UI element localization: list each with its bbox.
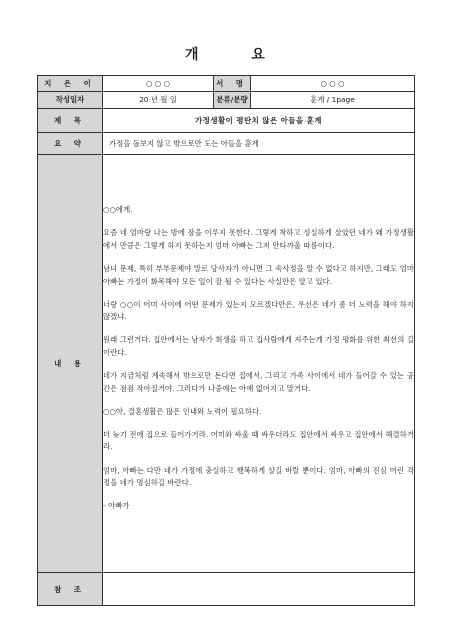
reference-row [38, 573, 415, 606]
category-label: 분류/분량 [214, 92, 251, 108]
content-signoff: - 아빠가 [103, 501, 130, 511]
content-paragraph: 엄마, 아빠는 다만 네가 가정에 충실하고 행복하게 살길 바랄 뿐이다. 엄마, 아빠의 진심 어린 걱정을 네가 명심하길 바란다. [103, 465, 414, 488]
content-label: 내 용 [38, 155, 103, 573]
content-body [103, 155, 415, 573]
author-value: ○ ○ ○ [103, 76, 214, 92]
summary-row [38, 133, 415, 155]
subject-value: 가정생활이 평탄치 않은 아들을 훈계 [103, 108, 415, 133]
content-paragraph: 더 늦기 전에 집으로 들어가거라. 어미와 싸울 때 싸우더라도 집안에서 싸우고 집안에서 해결하거라. [103, 429, 414, 452]
content-paragraph: ○○아, 결혼생활은 많은 인내와 노력이 필요하다. [103, 406, 262, 416]
outline-form [37, 75, 415, 606]
reference-value [103, 573, 415, 606]
date-row [38, 92, 415, 108]
category-value: 훈계 / 1page [251, 92, 415, 108]
signature-label: 서 명 [214, 76, 251, 92]
content-paragraph: 요즘 네 엄마랑 나는 밤에 잠을 이루지 못한다. 그렇게 착하고 성실하게 살았던 네가 왜 가정생활에서 만큼은 그렇게 하지 못하는지 엄마 아빠는 그저 안타까울 따름이다. [103, 228, 414, 250]
summary-label: 요 약 [38, 133, 103, 155]
content-paragraph: 네가 지금처럼 계속해서 밖으로만 돈다면 집에서, 그리고 가족 사이에서 네가 들어갈 수 있는 공간은 점점 작아질거야. 그러다가 나중에는 아예 없어지고 말거다. [103, 371, 414, 393]
subject-label: 제 목 [38, 108, 103, 133]
date-label: 작성일자 [38, 92, 103, 108]
author-row [38, 76, 415, 92]
subject-row [38, 108, 415, 133]
date-value: 20 년 월 일 [103, 92, 214, 108]
content-paragraph: 원래 그런거다. 집안에서는 남자가 희생을 하고 집사람에게 져주는게 가정 평화를 위한 최선의 길이란다. [103, 335, 414, 357]
reference-label: 참 조 [38, 573, 103, 606]
content-paragraph: 남녀 문제, 특히 부부문제야 말로 당사자가 아니면 그 속사정을 알 수 없다고 하지만, 그래도 엄마 아빠는 가정이 화목해야 모든 일이 잘 될 수 있다는 사실만은 알고 있다. [103, 264, 414, 286]
content-paragraph: ○○에게. [103, 205, 133, 215]
author-label: 지 은 이 [38, 76, 103, 92]
content-row [38, 155, 415, 573]
content-paragraph: 너랑 ○○이 어미 사이에 어떤 문제가 있는지 모르겠다만은, 우선은 네가 좀 더 노력을 해야 하지 않겠냐. [103, 299, 414, 322]
document-title: 개 요 [185, 47, 289, 63]
signature-value: ○ ○ ○ [251, 76, 415, 92]
summary-value: 가정을 돌보지 않고 밖으로만 도는 아들을 훈계 [103, 133, 415, 155]
